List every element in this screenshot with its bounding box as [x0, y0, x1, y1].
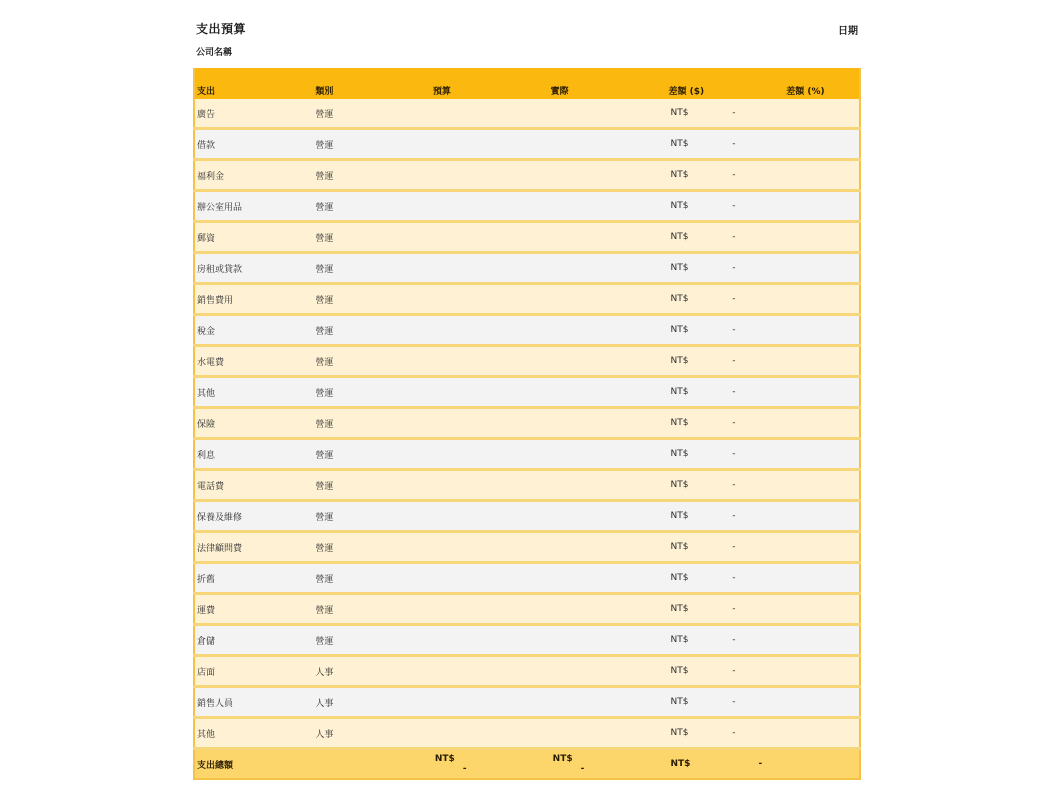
column-header-diff-amount[interactable]: 差額 ($)	[668, 87, 705, 97]
diff-percent-value: -	[732, 635, 736, 645]
category-cell[interactable]: 營運	[313, 625, 407, 656]
table-row	[194, 625, 860, 656]
expense-cell[interactable]: 其他	[194, 718, 313, 749]
actual-cell[interactable]	[525, 408, 643, 439]
actual-cell[interactable]	[525, 439, 643, 470]
diff-percent-cell[interactable]	[732, 625, 860, 656]
diff-amount-cell[interactable]	[642, 99, 760, 129]
diff-amount-cell[interactable]	[642, 408, 760, 439]
category-cell[interactable]: 營運	[313, 284, 407, 315]
diff-currency: NT$	[670, 511, 689, 521]
table-row	[194, 377, 860, 408]
expense-cell[interactable]: 電話費	[194, 470, 313, 501]
expense-budget-table	[193, 68, 861, 780]
diff-percent-value: -	[732, 573, 736, 583]
diff-amount-cell[interactable]	[642, 439, 760, 470]
actual-cell[interactable]	[525, 718, 643, 749]
table-row	[194, 129, 860, 160]
category-cell[interactable]: 營運	[313, 532, 407, 563]
diff-percent-cell[interactable]	[732, 501, 860, 532]
diff-currency: NT$	[670, 201, 689, 211]
actual-cell[interactable]	[525, 501, 643, 532]
diff-percent-cell[interactable]	[732, 563, 860, 594]
category-cell[interactable]: 人事	[313, 718, 407, 749]
actual-cell[interactable]	[525, 129, 643, 160]
budget-cell[interactable]	[407, 532, 525, 563]
actual-cell[interactable]	[525, 346, 643, 377]
total-category-cell	[313, 749, 407, 780]
total-actual-cell[interactable]	[525, 749, 643, 780]
category-cell[interactable]: 營運	[313, 346, 407, 377]
date-label[interactable]: 日期	[838, 26, 858, 37]
total-diff-currency: NT$	[670, 759, 691, 769]
diff-percent-cell[interactable]	[732, 160, 860, 191]
category-cell[interactable]: 人事	[313, 687, 407, 718]
diff-amount-cell[interactable]	[642, 625, 760, 656]
diff-currency: NT$	[670, 232, 689, 242]
diff-amount-cell[interactable]	[642, 532, 760, 563]
diff-currency: NT$	[670, 139, 689, 149]
table-row	[194, 718, 860, 749]
expense-cell[interactable]: 利息	[194, 439, 313, 470]
diff-amount-cell[interactable]	[642, 470, 760, 501]
total-diff-value: -	[758, 759, 763, 769]
category-cell[interactable]: 營運	[313, 129, 407, 160]
actual-cell[interactable]	[525, 377, 643, 408]
diff-currency: NT$	[670, 356, 689, 366]
diff-currency: NT$	[670, 728, 689, 738]
diff-percent-value: -	[732, 201, 736, 211]
expense-cell[interactable]: 辦公室用品	[194, 191, 313, 222]
actual-cell[interactable]	[525, 253, 643, 284]
diff-percent-value: -	[732, 728, 736, 738]
column-header-diff-percent[interactable]: 差額 (%)	[786, 87, 825, 97]
diff-currency: NT$	[670, 666, 689, 676]
table-row	[194, 501, 860, 532]
diff-amount-cell[interactable]	[642, 222, 760, 253]
diff-percent-value: -	[732, 108, 736, 118]
expense-cell[interactable]: 水電費	[194, 346, 313, 377]
budget-cell[interactable]	[407, 594, 525, 625]
diff-percent-cell[interactable]	[732, 656, 860, 687]
diff-amount-cell[interactable]	[642, 718, 760, 749]
company-name[interactable]: 公司名稱	[196, 48, 233, 58]
diff-amount-cell[interactable]	[642, 563, 760, 594]
actual-cell[interactable]	[525, 284, 643, 315]
actual-cell[interactable]	[525, 160, 643, 191]
budget-cell[interactable]	[407, 625, 525, 656]
category-cell[interactable]: 營運	[313, 253, 407, 284]
diff-percent-cell[interactable]	[732, 346, 860, 377]
table-row	[194, 656, 860, 687]
diff-percent-cell[interactable]	[732, 191, 860, 222]
budget-cell[interactable]	[407, 129, 525, 160]
table-row	[194, 191, 860, 222]
diff-percent-value: -	[732, 666, 736, 676]
actual-cell[interactable]	[525, 470, 643, 501]
table-row	[194, 563, 860, 594]
table-row	[194, 470, 860, 501]
table-row	[194, 160, 860, 191]
diff-percent-cell[interactable]	[732, 718, 860, 749]
diff-amount-cell[interactable]	[642, 501, 760, 532]
diff-percent-value: -	[732, 511, 736, 521]
category-cell[interactable]: 營運	[313, 470, 407, 501]
diff-percent-value: -	[732, 325, 736, 335]
expense-cell[interactable]: 銷售費用	[194, 284, 313, 315]
diff-currency: NT$	[670, 170, 689, 180]
column-header-budget[interactable]: 預算	[432, 87, 451, 97]
expense-cell[interactable]: 運費	[194, 594, 313, 625]
budget-cell[interactable]	[407, 160, 525, 191]
total-label: 支出總額	[194, 749, 313, 780]
actual-cell[interactable]	[525, 656, 643, 687]
diff-currency: NT$	[670, 573, 689, 583]
diff-percent-cell[interactable]	[732, 439, 860, 470]
total-actual-currency: NT$	[552, 754, 573, 764]
total-budget-cell[interactable]	[407, 749, 525, 780]
diff-percent-value: -	[732, 449, 736, 459]
diff-percent-value: -	[732, 139, 736, 149]
diff-percent-value: -	[732, 232, 736, 242]
actual-cell[interactable]	[525, 594, 643, 625]
total-budget-currency: NT$	[434, 754, 455, 764]
diff-amount-cell[interactable]	[642, 129, 760, 160]
diff-percent-value: -	[732, 542, 736, 552]
table-row	[194, 687, 860, 718]
budget-cell[interactable]	[407, 687, 525, 718]
category-cell[interactable]: 人事	[313, 656, 407, 687]
diff-currency: NT$	[670, 108, 689, 118]
budget-cell[interactable]	[407, 284, 525, 315]
diff-currency: NT$	[670, 604, 689, 614]
diff-amount-cell[interactable]	[642, 284, 760, 315]
diff-percent-cell[interactable]	[732, 315, 860, 346]
diff-percent-cell[interactable]	[732, 470, 860, 501]
actual-cell[interactable]	[525, 625, 643, 656]
diff-percent-cell[interactable]	[732, 222, 860, 253]
diff-percent-value: -	[732, 697, 736, 707]
expense-cell[interactable]: 郵資	[194, 222, 313, 253]
category-cell[interactable]: 營運	[313, 191, 407, 222]
table-row	[194, 439, 860, 470]
diff-percent-cell[interactable]	[732, 532, 860, 563]
budget-cell[interactable]	[407, 563, 525, 594]
total-row	[194, 749, 860, 780]
actual-cell[interactable]	[525, 191, 643, 222]
category-cell[interactable]: 營運	[313, 377, 407, 408]
actual-cell[interactable]	[525, 563, 643, 594]
category-cell[interactable]: 營運	[313, 563, 407, 594]
diff-percent-value: -	[732, 604, 736, 614]
diff-percent-value: -	[732, 356, 736, 366]
budget-cell[interactable]	[407, 253, 525, 284]
expense-cell[interactable]: 房租或貸款	[194, 253, 313, 284]
diff-percent-value: -	[732, 263, 736, 273]
table-row	[194, 594, 860, 625]
budget-cell[interactable]	[407, 346, 525, 377]
expense-cell[interactable]: 借款	[194, 129, 313, 160]
diff-amount-cell[interactable]	[642, 687, 760, 718]
diff-percent-value: -	[732, 294, 736, 304]
category-cell[interactable]: 營運	[313, 439, 407, 470]
expense-cell[interactable]: 福利金	[194, 160, 313, 191]
diff-percent-value: -	[732, 480, 736, 490]
diff-amount-cell[interactable]	[642, 377, 760, 408]
diff-currency: NT$	[670, 480, 689, 490]
diff-percent-cell[interactable]	[732, 284, 860, 315]
diff-percent-cell[interactable]	[732, 253, 860, 284]
budget-cell[interactable]	[407, 501, 525, 532]
page-title: 支出預算	[196, 22, 247, 36]
table-row	[194, 315, 860, 346]
expense-cell[interactable]: 保養及維修	[194, 501, 313, 532]
diff-percent-cell[interactable]	[732, 99, 860, 129]
expense-cell[interactable]: 廣告	[194, 99, 313, 129]
diff-currency: NT$	[670, 263, 689, 273]
category-cell[interactable]: 營運	[313, 99, 407, 129]
category-cell[interactable]: 營運	[313, 594, 407, 625]
diff-amount-cell[interactable]	[642, 253, 760, 284]
diff-currency: NT$	[670, 418, 689, 428]
total-budget-value: -	[462, 764, 467, 774]
expense-cell[interactable]: 店面	[194, 656, 313, 687]
budget-cell[interactable]	[407, 470, 525, 501]
diff-percent-value: -	[732, 387, 736, 397]
total-actual-value: -	[580, 764, 585, 774]
expense-cell[interactable]: 倉儲	[194, 625, 313, 656]
budget-cell[interactable]	[407, 222, 525, 253]
column-header-actual[interactable]: 實際	[550, 87, 569, 97]
actual-cell[interactable]	[525, 315, 643, 346]
diff-amount-cell[interactable]	[642, 191, 760, 222]
diff-percent-cell[interactable]	[732, 594, 860, 625]
table-row	[194, 253, 860, 284]
table-row	[194, 99, 860, 129]
diff-percent-cell[interactable]	[732, 687, 860, 718]
category-cell[interactable]: 營運	[313, 315, 407, 346]
budget-cell[interactable]	[407, 408, 525, 439]
diff-percent-cell[interactable]	[732, 129, 860, 160]
table-row	[194, 532, 860, 563]
diff-currency: NT$	[670, 635, 689, 645]
diff-amount-cell[interactable]	[642, 594, 760, 625]
diff-percent-cell[interactable]	[732, 408, 860, 439]
budget-cell[interactable]	[407, 377, 525, 408]
actual-cell[interactable]	[525, 687, 643, 718]
table-row	[194, 222, 860, 253]
diff-currency: NT$	[670, 697, 689, 707]
total-diff-cell[interactable]	[642, 749, 860, 780]
category-cell[interactable]: 營運	[313, 501, 407, 532]
budget-cell[interactable]	[407, 315, 525, 346]
diff-currency: NT$	[670, 387, 689, 397]
table-header-row	[194, 68, 860, 99]
diff-amount-cell[interactable]	[642, 346, 760, 377]
diff-currency: NT$	[670, 325, 689, 335]
budget-cell[interactable]	[407, 191, 525, 222]
expense-cell[interactable]: 保險	[194, 408, 313, 439]
expense-cell[interactable]: 法律顧問費	[194, 532, 313, 563]
column-header-expense[interactable]: 支出	[197, 87, 216, 97]
diff-amount-cell[interactable]	[642, 656, 760, 687]
budget-cell[interactable]	[407, 99, 525, 129]
diff-amount-cell[interactable]	[642, 160, 760, 191]
diff-percent-cell[interactable]	[732, 377, 860, 408]
actual-cell[interactable]	[525, 99, 643, 129]
budget-cell[interactable]	[407, 656, 525, 687]
budget-cell[interactable]	[407, 439, 525, 470]
diff-amount-cell[interactable]	[642, 315, 760, 346]
diff-currency: NT$	[670, 294, 689, 304]
expense-cell[interactable]: 折舊	[194, 563, 313, 594]
actual-cell[interactable]	[525, 532, 643, 563]
category-cell[interactable]: 營運	[313, 160, 407, 191]
actual-cell[interactable]	[525, 222, 643, 253]
table-row	[194, 408, 860, 439]
category-cell[interactable]: 營運	[313, 408, 407, 439]
diff-currency: NT$	[670, 542, 689, 552]
expense-cell[interactable]: 其他	[194, 377, 313, 408]
budget-cell[interactable]	[407, 718, 525, 749]
diff-percent-value: -	[732, 418, 736, 428]
expense-cell[interactable]: 銷售人員	[194, 687, 313, 718]
diff-percent-value: -	[732, 170, 736, 180]
expense-cell[interactable]: 稅金	[194, 315, 313, 346]
diff-currency: NT$	[670, 449, 689, 459]
category-cell[interactable]: 營運	[313, 222, 407, 253]
table-row	[194, 346, 860, 377]
column-header-category[interactable]: 類別	[315, 87, 334, 97]
table-row	[194, 284, 860, 315]
